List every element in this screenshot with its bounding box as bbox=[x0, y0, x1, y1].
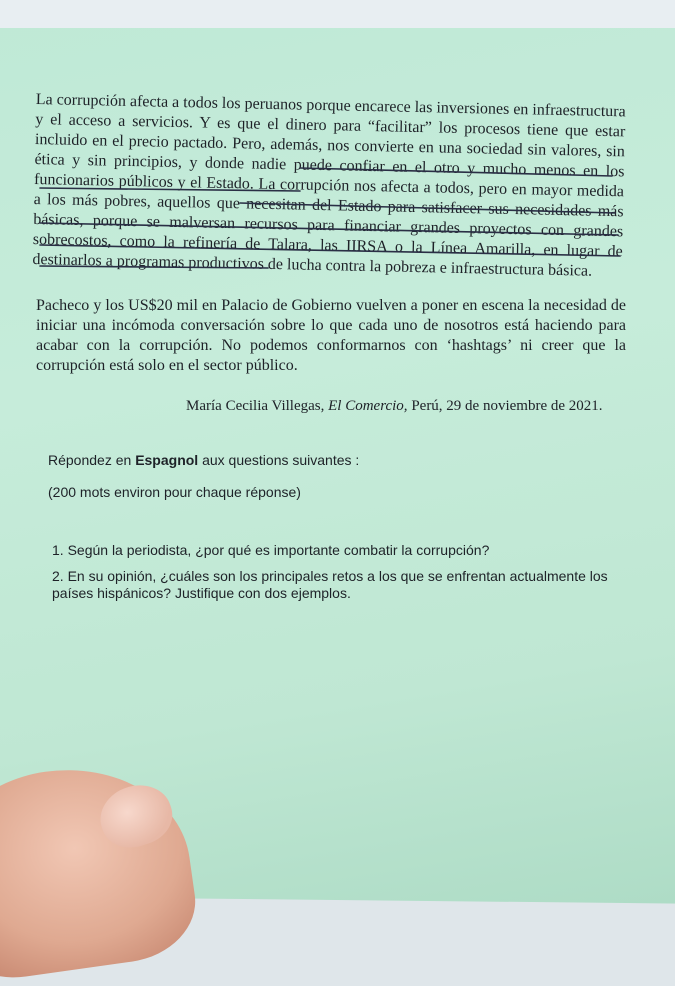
question-1: 1. Según la periodista, ¿por qué es importante combatir la corrupción? bbox=[52, 542, 490, 558]
signature-author: María Cecilia Villegas, bbox=[186, 398, 325, 414]
instructions-line-2: (200 mots environ pour chaque réponse) bbox=[48, 484, 301, 500]
article-paragraph-2: Pacheco y los US$20 mil en Palacio de Gobierno vuelven a poner en escena la necesidad de iniciar una incómoda conversación sobre lo que cada uno de nosotros está haciendo para acabar con la corrupción. No podemos conformarnos con ‘hashtags’ ni creer que la corrupción está solo en el sector público. bbox=[36, 297, 626, 374]
signature-date: Perú, 29 de noviembre de 2021. bbox=[407, 398, 603, 414]
instructions-language: Espagnol bbox=[135, 452, 199, 468]
article-signature bbox=[186, 398, 603, 415]
signature-source: El Comercio, bbox=[328, 398, 408, 414]
article-paragraph-1: La corrupción afecta a todos los peruanos porque encarece las inversiones en infraestructura y el acceso a servicios. Y es que el dinero para “facilitar” los procesos tiene que estar incluido en el precio pactado. Pero, además, nos convierte en una sociedad sin valores, sin ética y sin principios, y donde nadie puede confiar en el otro y mucho menos en los funcionarios públicos y el Estado. La corrupción nos afecta a todos, pero en mayor medida a los más pobres, aquellos que necesitan del Estado para satisfacer sus necesidades más básicas, porque se malversan recursos para financiar grandes proyectos con grandes sobrecostos, como la refinería de Talara, las IIRSA o la Línea Amarilla, en lugar de destinarlos a programas productivos de lucha contra la pobreza e infraestructura básica. bbox=[32, 90, 626, 280]
instructions-line-1 bbox=[48, 452, 359, 468]
instructions-suffix: aux questions suivantes : bbox=[198, 452, 360, 468]
question-2: 2. En su opinión, ¿cuáles son los principales retos a los que se enfrentan actualmente los países hispánicos? Justifique con dos ejemplos. bbox=[52, 568, 608, 601]
background-surface bbox=[0, 0, 675, 28]
instructions-prefix: Répondez en bbox=[48, 452, 136, 468]
